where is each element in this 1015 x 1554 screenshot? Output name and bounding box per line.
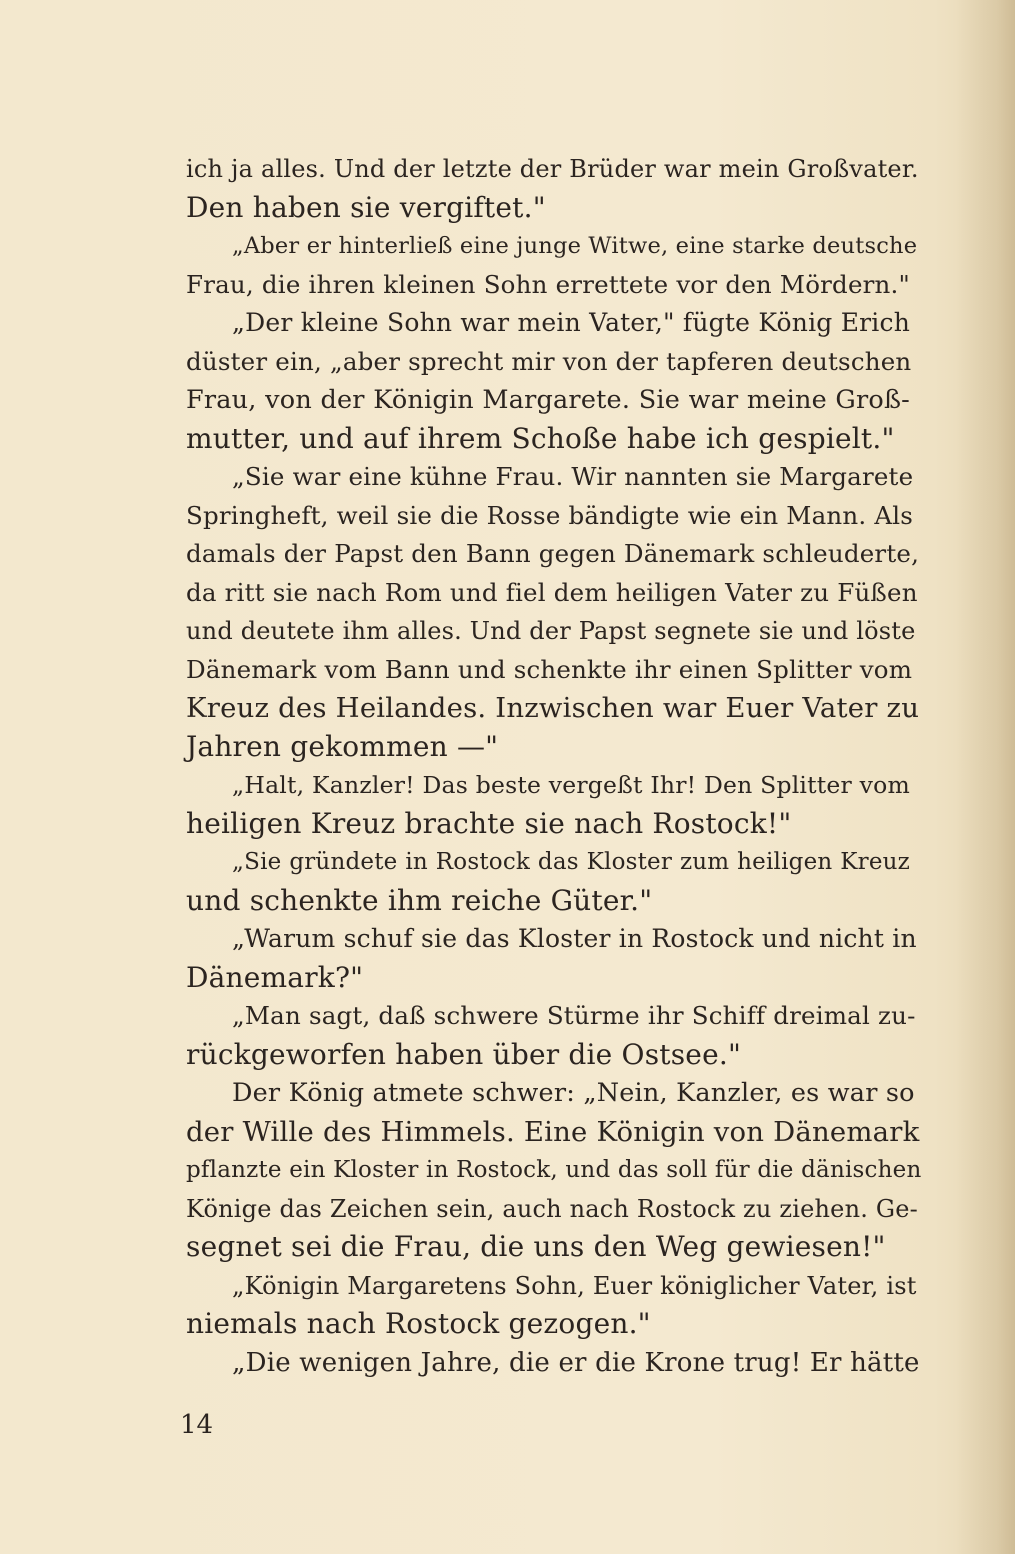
text-line: pflanzte ein Kloster in Rostock, und das soll für die dänischen [186, 1157, 922, 1183]
text-line: „Die wenigen Jahre, die er die Krone trug! Er hätte [232, 1347, 920, 1378]
text-line: „Halt, Kanzler! Das beste vergeßt Ihr! Den Splitter vom [232, 771, 910, 799]
text-line: düster ein, „aber sprecht mir von der tapferen deutschen [186, 346, 912, 376]
text-line: und schenkte ihm reiche Güter." [186, 883, 653, 917]
text-line: damals der Papst den Bann gegen Dänemark schleuderte, [186, 539, 920, 568]
text-line: Springheft, weil sie die Rosse bändigte wie ein Mann. Als [186, 500, 914, 530]
text-line: „Sie gründete in Rostock das Kloster zum heiligen Kreuz [232, 849, 910, 875]
text-line: „Warum schuf sie das Kloster in Rostock und nicht in [232, 924, 917, 953]
body-text [186, 150, 922, 1382]
text-line: „Sie war eine kühne Frau. Wir nannten sie Margarete [232, 462, 914, 491]
text-line: niemals nach Rostock gezogen." [186, 1307, 651, 1340]
text-line: „Man sagt, daß schwere Stürme ihr Schiff dreimal zu- [232, 1001, 916, 1030]
text-line: „Königin Margaretens Sohn, Euer königlicher Vater, ist [232, 1271, 917, 1300]
text-line: Kreuz des Heilandes. Inzwischen war Euer Vater zu [186, 692, 920, 724]
page-number: 14 [180, 1410, 214, 1440]
text-line: Könige das Zeichen sein, auch nach Rostock zu ziehen. Ge- [186, 1194, 918, 1223]
text-line: „Aber er hinterließ eine junge Witwe, eine starke deutsche [232, 233, 918, 259]
text-line: „Der kleine Sohn war mein Vater," fügte König Erich [232, 308, 910, 337]
text-line: Frau, die ihren kleinen Sohn errettete vor den Mördern." [186, 269, 910, 299]
text-line: mutter, und auf ihrem Schoße habe ich gespielt." [186, 421, 895, 455]
text-line: da ritt sie nach Rom und fiel dem heiligen Vater zu Füßen [186, 577, 918, 607]
text-line: heiligen Kreuz brachte sie nach Rostock!" [186, 806, 792, 840]
text-line: Den haben sie vergiftet." [186, 190, 546, 224]
text-line: der Wille des Himmels. Eine Königin von Dänemark [186, 1115, 920, 1148]
text-line: Der König atmete schwer: „Nein, Kanzler, es war so [232, 1078, 915, 1108]
page-edge-shadow [955, 0, 1015, 1554]
text-line: und deutete ihm alles. Und der Papst segnete sie und löste [186, 617, 916, 645]
text-line: ich ja alles. Und der letzte der Brüder war mein Großvater. [186, 155, 919, 183]
text-line: segnet sei die Frau, die uns den Weg gewiesen!" [186, 1230, 886, 1263]
text-line: rückgeworfen haben über die Ostsee." [186, 1037, 742, 1071]
text-line: Jahren gekommen —" [186, 729, 499, 763]
text-line: Dänemark?" [186, 960, 364, 994]
text-line: Dänemark vom Bann und schenkte ihr einen Splitter vom [186, 654, 913, 684]
text-line: Frau, von der Königin Margarete. Sie war meine Groß- [186, 385, 910, 415]
